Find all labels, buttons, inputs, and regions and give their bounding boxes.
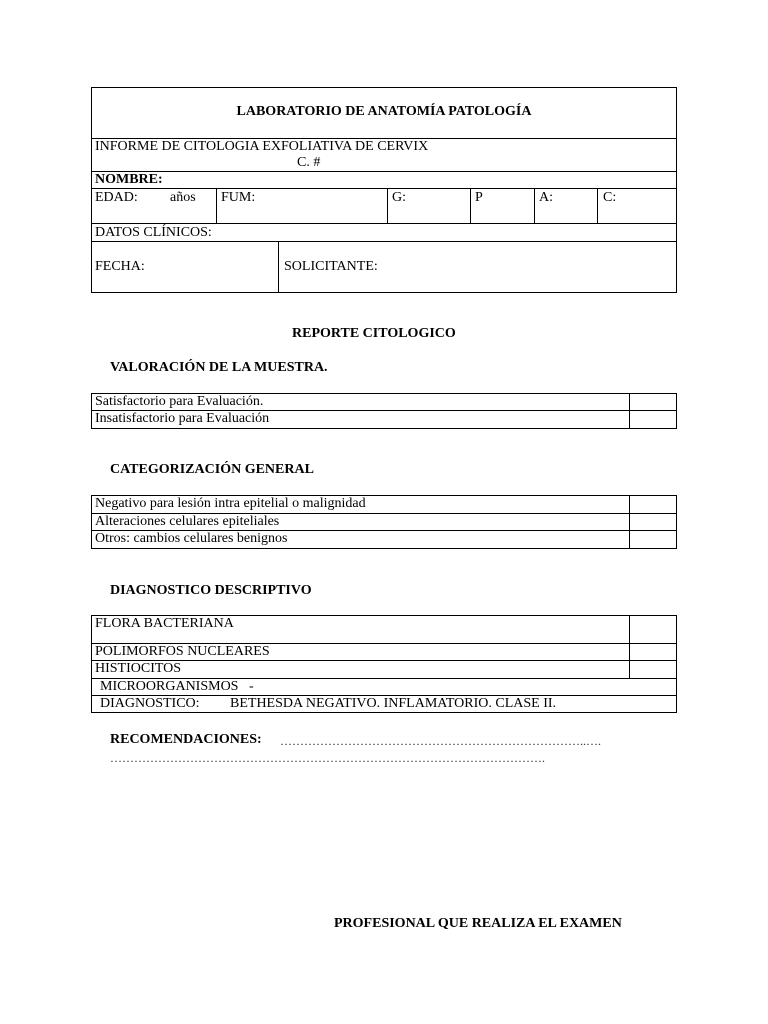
- checkbox-cell[interactable]: [630, 661, 676, 678]
- checkbox-cell[interactable]: [630, 644, 676, 660]
- lab-title: LABORATORIO DE ANATOMÍA PATOLOGÍA: [236, 104, 532, 119]
- microorganisms-row: MICROORGANISMOS -: [100, 679, 254, 694]
- a-label: A:: [539, 190, 553, 205]
- table-row: Negativo para lesión intra epitelial o malignidad: [95, 496, 366, 511]
- divider: [91, 171, 677, 172]
- checkbox-cell[interactable]: [630, 394, 676, 410]
- divider: [597, 188, 598, 223]
- divider: [278, 241, 279, 293]
- table-row: Otros: cambios celulares benignos: [95, 531, 288, 546]
- checkbox-cell[interactable]: [630, 514, 676, 530]
- p-label: P: [475, 190, 483, 205]
- checkbox-cell[interactable]: [630, 531, 676, 548]
- recommendations-line: …………………………………………………………………..….: [280, 734, 601, 748]
- requester-label: SOLICITANTE:: [284, 259, 378, 274]
- table-row: FLORA BACTERIANA: [95, 616, 234, 631]
- checkbox-cell[interactable]: [630, 616, 676, 643]
- divider: [91, 223, 677, 224]
- age-label: EDAD:: [95, 190, 138, 205]
- divider: [216, 188, 217, 223]
- diagnostic-heading: DIAGNOSTICO DESCRIPTIVO: [110, 583, 312, 598]
- table-row: Satisfactorio para Evaluación.: [95, 394, 264, 409]
- divider: [534, 188, 535, 223]
- diagnosis-value: BETHESDA NEGATIVO. INFLAMATORIO. CLASE II.: [230, 696, 557, 711]
- recommendations-label: RECOMENDACIONES:: [110, 732, 262, 747]
- c-label: C:: [603, 190, 617, 205]
- name-label: NOMBRE:: [95, 172, 163, 187]
- checkbox-cell[interactable]: [630, 496, 676, 513]
- report-heading: REPORTE CITOLOGICO: [292, 326, 456, 341]
- table-row: Alteraciones celulares epiteliales: [95, 514, 280, 529]
- date-label: FECHA:: [95, 259, 145, 274]
- diagnosis-label: DIAGNOSTICO:: [100, 696, 200, 711]
- checkbox-cell[interactable]: [630, 411, 676, 428]
- category-heading: CATEGORIZACIÓN GENERAL: [110, 462, 314, 477]
- table-row: POLIMORFOS NUCLEARES: [95, 644, 270, 659]
- table-row: HISTIOCITOS: [95, 661, 182, 676]
- report-title: INFORME DE CITOLOGIA EXFOLIATIVA DE CERVIX: [95, 139, 429, 154]
- divider: [91, 188, 677, 189]
- case-number-label: C. #: [297, 155, 321, 170]
- divider: [387, 188, 388, 223]
- recommendations-line: ……………………………………………………………………………………………….: [110, 751, 545, 765]
- clinical-data-label: DATOS CLÍNICOS:: [95, 225, 212, 240]
- signature-label: PROFESIONAL QUE REALIZA EL EXAMEN: [334, 916, 622, 931]
- fum-label: FUM:: [221, 190, 256, 205]
- table-row: Insatisfactorio para Evaluación: [95, 411, 270, 426]
- divider: [470, 188, 471, 223]
- years-label: años: [170, 190, 196, 205]
- sample-evaluation-heading: VALORACIÓN DE LA MUESTRA.: [110, 360, 328, 375]
- divider: [91, 241, 677, 242]
- g-label: G:: [392, 190, 406, 205]
